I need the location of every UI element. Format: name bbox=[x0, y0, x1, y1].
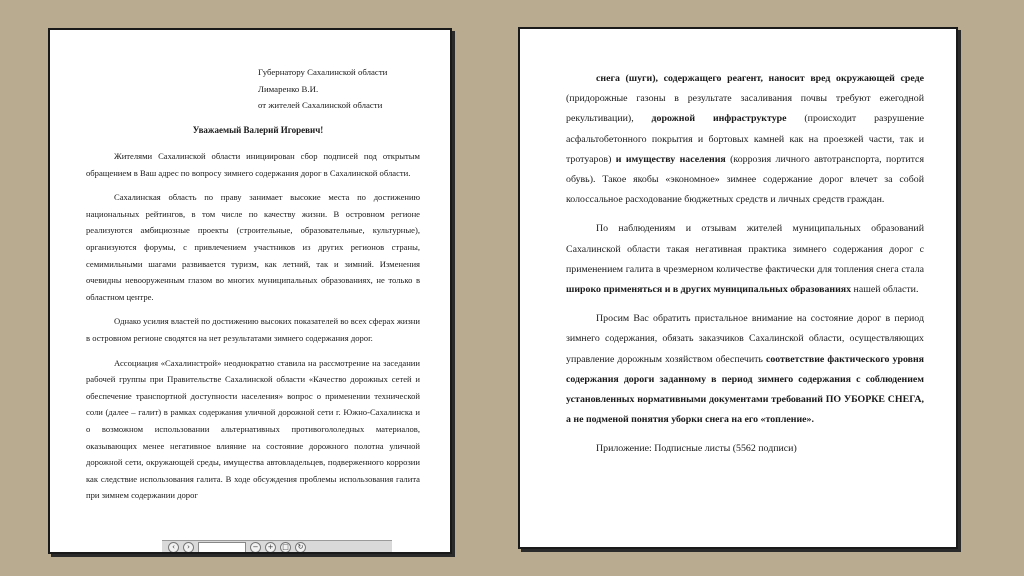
prev-page-icon[interactable]: ‹ bbox=[168, 542, 179, 553]
addressee-line: от жителей Сахалинской области bbox=[258, 100, 383, 110]
bold-text: широко применяться и в других муниципальных образованиях bbox=[566, 284, 852, 296]
bold-text: дорожной инфраструктуре bbox=[651, 113, 787, 125]
text: (происходит разрушение асфальтобетонного покрытия и бортовых камней как на проезжей части, так и тротуаров) bbox=[566, 113, 924, 165]
page-number-field[interactable] bbox=[198, 542, 246, 553]
bold-text: соответствие фактического уровня содержания дороги заданному в период зимнего содержания с соблюдением установленных нормативными документами требований ПО УБОРКЕ СНЕГА, а не подменой понятия уборки снега на его «топление». bbox=[566, 353, 925, 426]
addressee-line: Лимаренко В.И. bbox=[258, 83, 319, 94]
addressee-line: Губернатору Сахалинской области bbox=[258, 67, 388, 77]
bold-text: снега (шуги), содержащего реагент, наносит вред окружающей среде bbox=[596, 73, 924, 84]
viewer-toolbar bbox=[162, 540, 392, 554]
paragraph bbox=[566, 309, 924, 430]
zoom-out-icon[interactable]: − bbox=[250, 542, 261, 553]
right-document-page bbox=[518, 27, 958, 549]
left-document-page bbox=[48, 28, 452, 554]
text: (коррозия личного автотранспорта, портится обувь). Такое якобы «экономное» зимнее содержание дорог влечет за собой колоссальное расходование бюджетных средств и личных средств граждан. bbox=[566, 153, 924, 206]
next-page-icon[interactable]: › bbox=[183, 542, 194, 553]
paragraph bbox=[566, 219, 924, 300]
paragraph bbox=[566, 69, 924, 210]
appendix-line: Приложение: Подписные листы (5562 подписи) bbox=[596, 443, 797, 455]
paragraph: Однако усилия властей по достижению высоких показателей во всех сферах жизни в островном регионе сводятся на нет результатами зимнего содержания дорог. bbox=[86, 316, 420, 344]
paragraph: Ассоциация «Сахалинстрой» неоднократно ставила на рассмотрение на заседании рабочей группы при Правительстве Сахалинской области «Качество дорожных сетей и обеспечение транспортной доступности населения» вопрос о применении технической соли (далее – галит) в рамках содержания уличной дорожной сети г. Южно-Сахалинска и о возможном использовании альтернативных противогололедных материалов, оказывающих менее негативное влияние на состояние дорожного полотна уличной дорожной сети, окружающей среды, имущества автовладельцев, подверженного коррозии как следствие использования галита. В ходе обсуждения проблемы использования галита при зимнем содержании дорог bbox=[86, 357, 420, 501]
rotate-icon[interactable]: ↻ bbox=[295, 542, 306, 553]
addressee-block bbox=[258, 64, 420, 114]
paragraph: Жителями Сахалинской области инициирован сбор подписей под открытым обращением в Ваш адрес по вопросу зимнего содержания дорог в Сахалинской области. bbox=[86, 151, 420, 178]
zoom-in-icon[interactable]: + bbox=[265, 542, 276, 553]
fit-page-icon[interactable]: □ bbox=[280, 542, 291, 553]
text: Просим Вас обратить пристальное внимание на состояние дорог в период зимнего содержания, обязать заказчиков Сахалинской области, осуществляющих управление дорожным хозяйством обеспечить bbox=[566, 313, 924, 365]
text: (придорожные газоны в результате засаливания почвы требуют ежегодной рекультивации), bbox=[566, 93, 924, 125]
text: нашей области. bbox=[851, 284, 919, 296]
bold-text: и имуществу населения bbox=[615, 153, 726, 165]
salutation: Уважаемый Валерий Игоревич! bbox=[192, 124, 324, 135]
text: По наблюдениям и отзывам жителей муниципальных образований Сахалинской области такая негативная практика зимнего содержания дорог с применением галита в чрезмерном количестве фактически для топления снега стала bbox=[566, 223, 924, 275]
paragraph: Сахалинская область по праву занимает высокие места по достижению национальных рейтингов, в том числе по качеству жизни. В островном регионе реализуются амбициозные проекты (строительные, образовательные, культурные), организуются форумы, с привлечением участников из других регионов страны, семимильными шагами развивается туризм, как летний, так и зимний. Изменения очевидны невооруженным глазом во многих муниципальных образованиях, не только в областном центре. bbox=[86, 192, 420, 302]
